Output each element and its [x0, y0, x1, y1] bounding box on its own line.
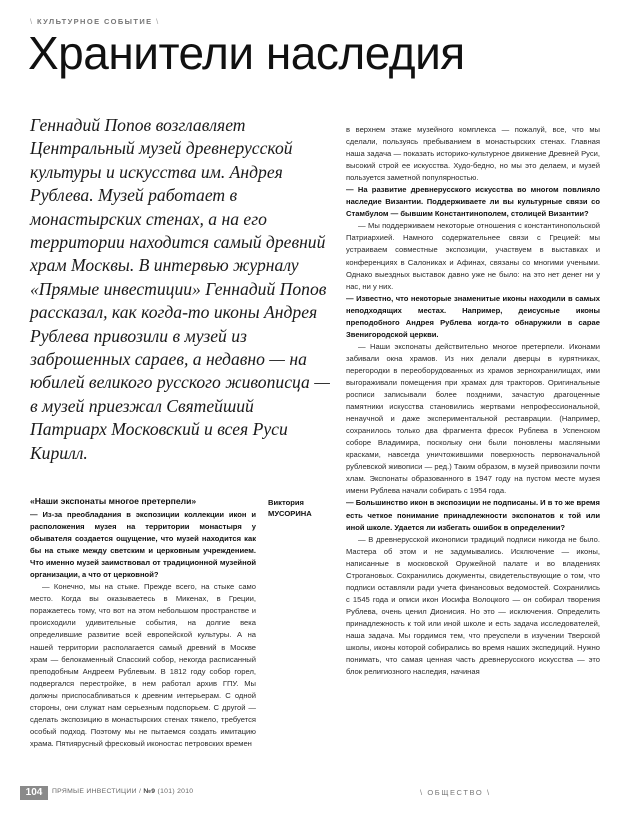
article-title: Хранители наследия [28, 27, 465, 79]
question-paragraph: — Известно, что некоторые знаменитые иконы находили в самых неподходящих местах. Например, деисусные иконы преподобного Андрея Рублева когда-то обнаружили в сарае Звенигородской церкви. [346, 293, 600, 339]
question-paragraph: — Из-за преобладания в экспозиции коллекции икон и расположения музея на территории монастыря у обывателя создается ощущение, что музей находится как бы на стыке между светским и церковным учреждением. Что именно музей заимствовал от традиционной музейной организации, а что от церковной? [30, 510, 256, 580]
answer-paragraph: — Конечно, мы на стыке. Прежде всего, на стыке само место. Когда вы оказываетесь в Микенах, в Греции, поражаетесь тому, что вот на этом небольшом пространстве и происходили удивительные события, на долгие века определившие развитие всей европейской культуры. А на нашей территории располагается самый древний в Москве храм — белокаменный Спасский собор, некогда расписанный преподобным Андреем Рублевым. В 1812 году собор горел, подвергался перестройке, в нем работал архив ГПУ. Мы должны приспосабливаться к древним интерьерам. С одной стороны, они служат нам серьезным подспорьем. С другой — сделать экспозицию в монастырских стенах тяжело, требуется особый подход. Поэтому мы не пытаемся создать имитацию храма. Пятиярусный фресковый иконостас петровских времен [30, 582, 256, 748]
author-byline [268, 497, 338, 519]
author-first-name: Виктория [268, 498, 304, 507]
question-paragraph: — Большинство икон в экспозиции не подписаны. И в то же время есть четкое понимание принадлежности экспонатов к той или иной школе. Удается ли избегать ошибок в определении? [346, 498, 600, 532]
left-column [30, 509, 256, 750]
interview-subhead: «Наши экспонаты многое претерпели» [30, 496, 197, 506]
issue-detail: (101) 2010 [157, 788, 194, 795]
magazine-name [52, 788, 193, 795]
rubric [30, 17, 160, 26]
rubric-prefix: \ [30, 17, 34, 26]
answer-paragraph: — Мы поддерживаем некоторые отношения с константинопольской Патриархией. Намного содержательнее связи с Грецией: мы устраиваем совместные экспозиции, участвуем в выставках и конференциях в Салониках и Афинах, связаны со многими учеными. Однако выездных выставок давно уже не было: на это нет денег ни у нас, ни у них. [346, 221, 600, 291]
question-paragraph: — На развитие древнерусского искусства во многом повлияло наследие Византии. Поддерживаете ли вы культурные связи со Стамбулом — бывшим Константинополем, столицей Византии? [346, 185, 600, 219]
section-label: \ ОБЩЕСТВО \ [420, 788, 491, 797]
rubric-suffix: \ [156, 17, 160, 26]
page-footer [0, 786, 630, 806]
rubric-label: КУЛЬТУРНОЕ СОБЫТИЕ [36, 17, 153, 26]
continued-paragraph: в верхнем этаже музейного комплекса — пожалуй, все, что мы сделали, пользуясь пребыванием в монастырских стенах. Главная наша задача — показать историко-культурное движение Древней Руси, высокий строй ее искусства. Худо-бедно, но мы это делаем, и музей пользуется заметной популярностью. [346, 125, 600, 183]
article-lead: Геннадий Попов возглавляет Центральный музей древнерусской культуры и искусства им. Андрея Рублева. Музей работает в монастырских стенах, а на его территории находится самый древний храм Москвы. В интервью журналу «Прямые инвестиции» Геннадий Попов рассказал, как когда-то иконы Андрея Рублева привозили в музей из заброшенных сараев, а недавно — на юбилей великого русского живописца — в музей приезжал Святейший Патриарх Московский и всея Руси Кирилл. [30, 115, 330, 463]
right-column [346, 124, 600, 678]
answer-paragraph: — Наши экспонаты действительно многое претерпели. Иконами забивали окна храмов. Из них делали дверцы в курятниках, перегородки в переоборудованных из храмов зернохранилищах, ими выгораживали помещения при храмах для тракторов. Оригинальные росписи записывали более поздними, зачастую драгоценные памятники искусства становились жертвами непрофессиональной, ненаучной и даже экспериментальной реставрации. (Например, сохранилось только два фрагмента фресок Рублева в Успенском соборе Владимира, поскольку они были поновлены масляными красками, навсегда уничтожившими поверхность первоначальной рублевской живописи — ред.) Таким образом, в музей привозили почти хлам. Экспонаты образованного в 1947 году на пустом месте музея имени Рублева начали собирать с 1954 года. [346, 341, 600, 496]
magazine-title: ПРЯМЫЕ ИНВЕСТИЦИИ / [52, 788, 142, 795]
author-last-name: МУСОРИНА [268, 509, 312, 518]
page-number: 104 [20, 786, 48, 800]
answer-paragraph: — В древнерусской иконописи традиций подписи никогда не было. Мастера об этом и не задумывались. Исключение — иконы, написанные в московской Оружейной палате и во владениях Строгановых. Сохранились документы, свидетельствующие о том, что подписи оставляли ради учета финансовых ведомостей. Сохранились с 1545 года и описи икон Иосифа Волоцкого — он собирал творения Рублева, очень ценил Дионисия. Но это — исключения. Определить принадлежность к той или иной школе и есть задача исследователей, наша задача. Мы гордимся тем, что преуспели в изучении Тверской школы, иконы которой собирались во время наших экспедиций. Нужно понимать, что самая ценная часть древнерусского искусства — это блок религиозного наследия, начиная [346, 534, 600, 677]
issue-number: №9 [143, 788, 156, 795]
